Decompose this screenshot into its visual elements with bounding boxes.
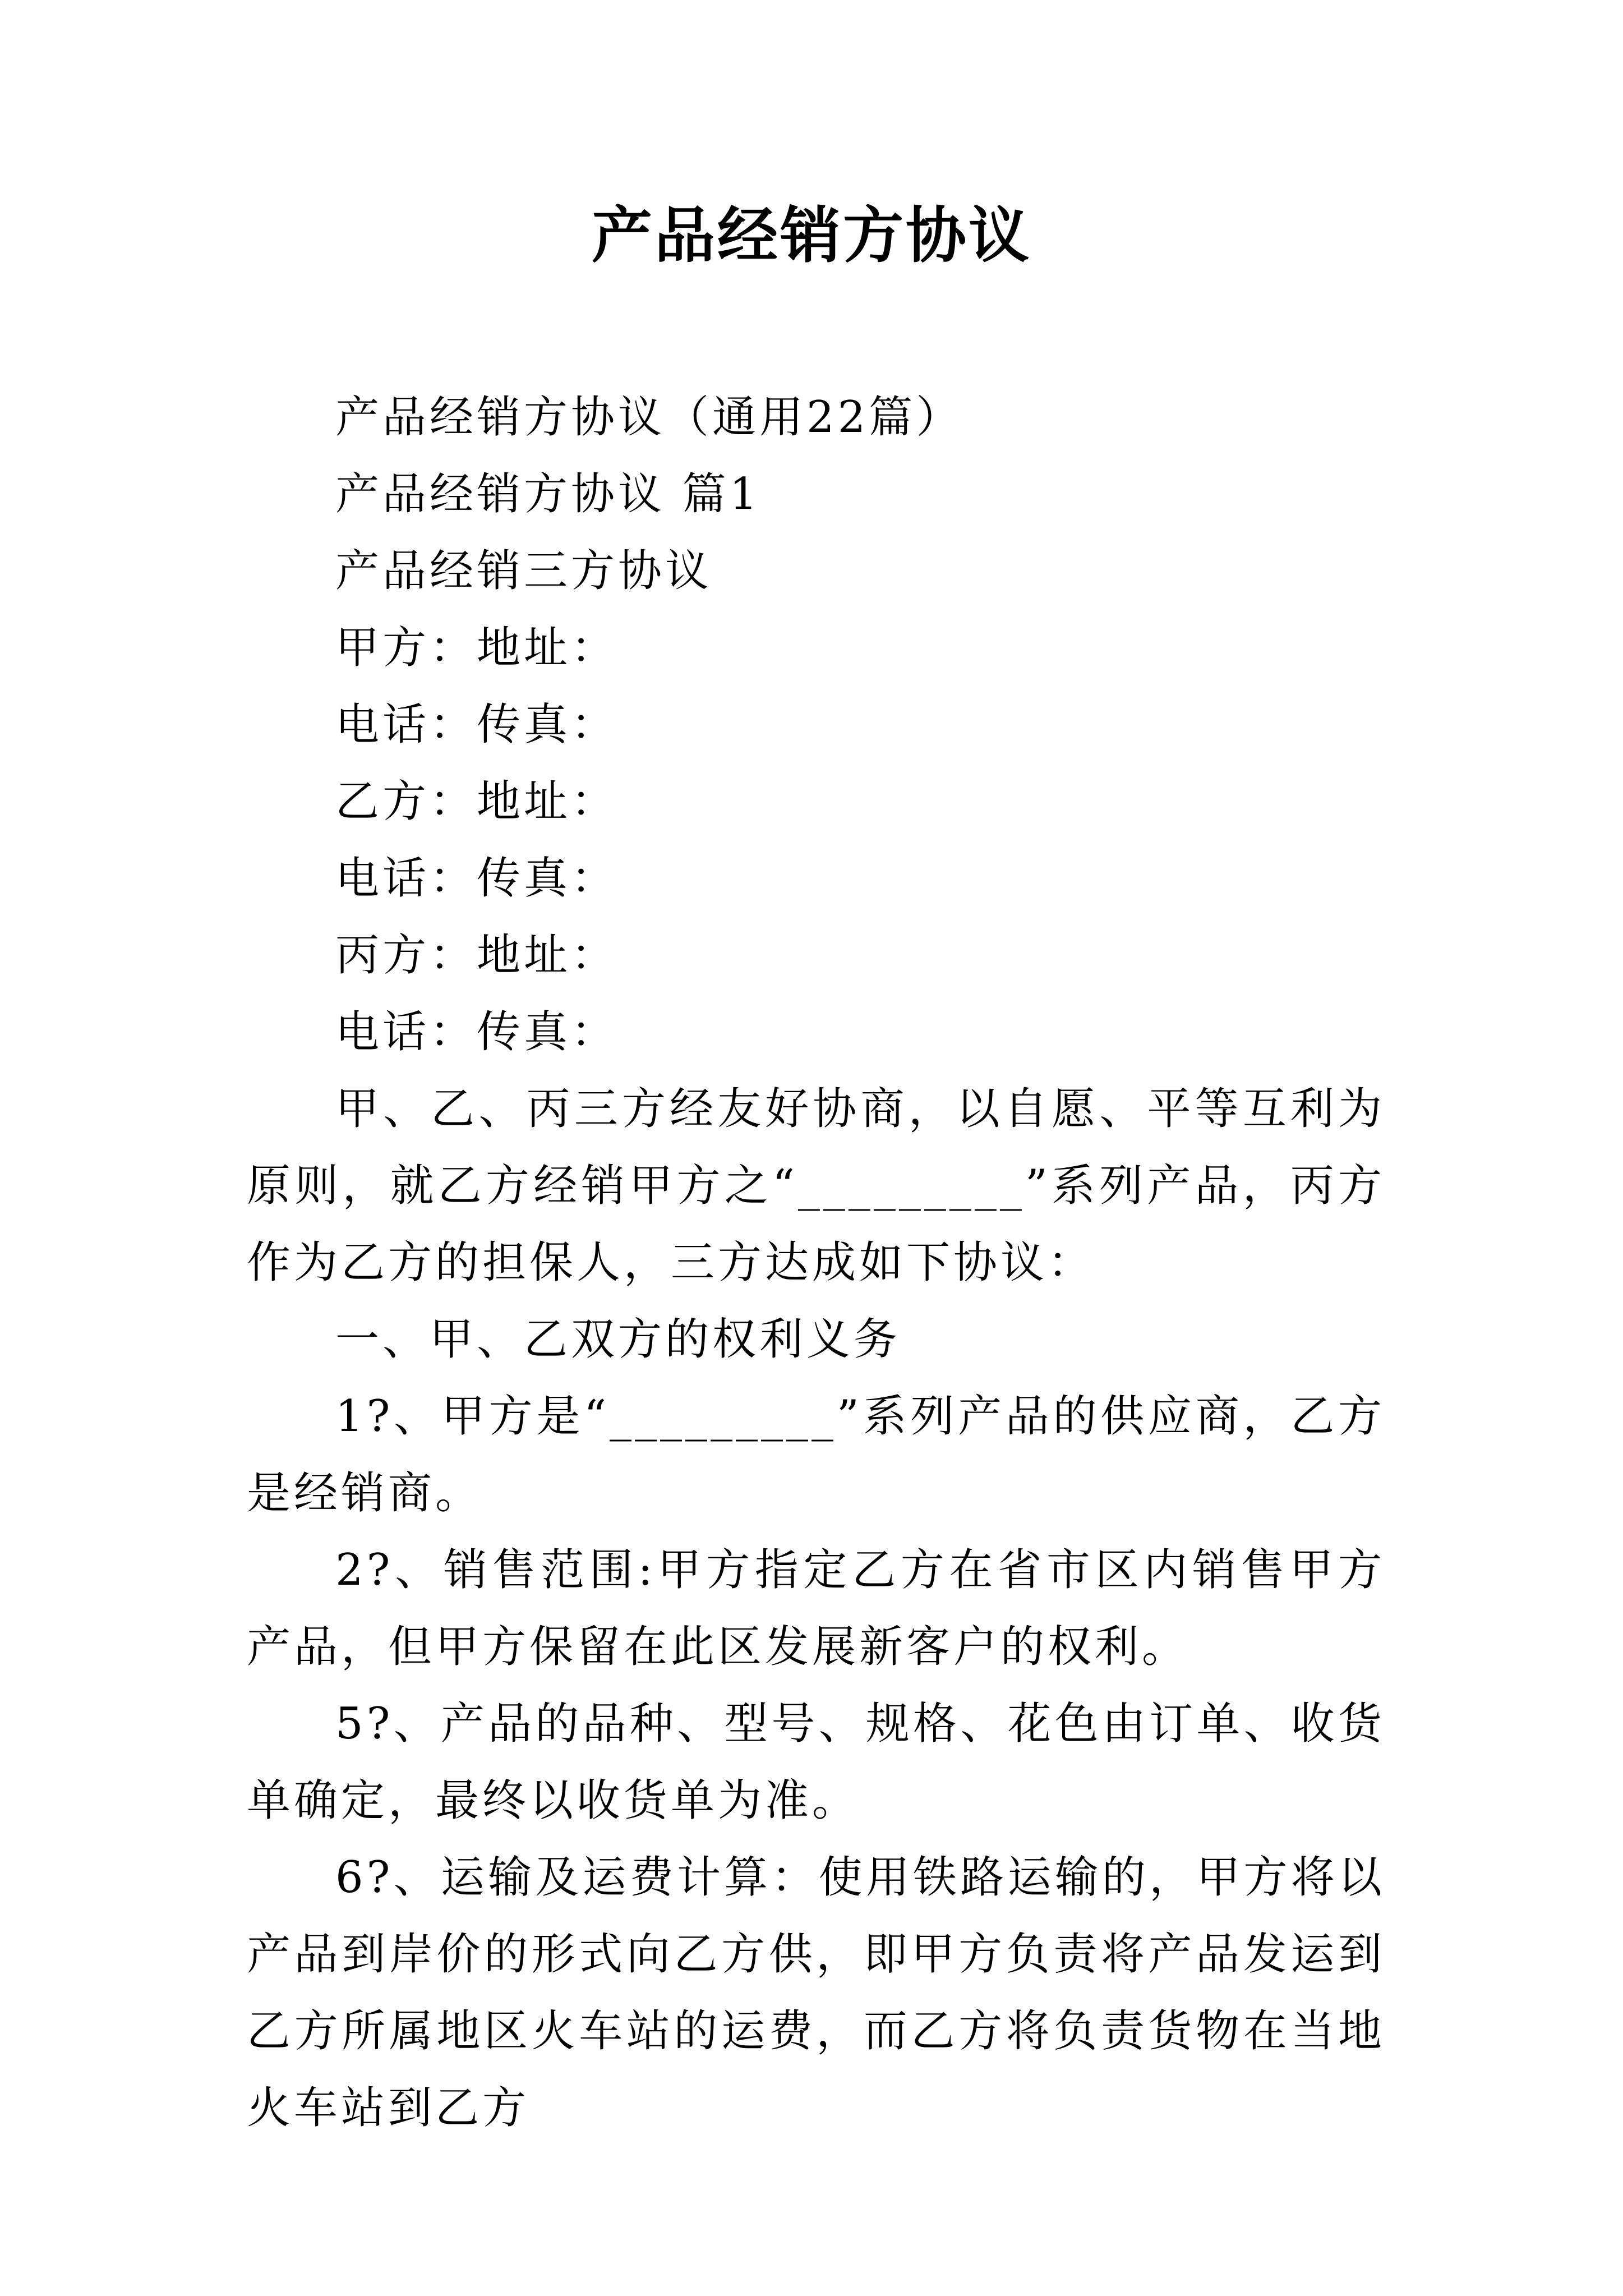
paragraph-agreement-name: 产品经销三方协议 <box>335 546 713 596</box>
paragraph-party-c-address: 丙方：地址： <box>335 930 619 981</box>
paragraph-party-a-address: 甲方：地址： <box>335 623 619 673</box>
paragraph-clause-1: 1?、甲方是“_________”系列产品的供应商，乙方是经销商。 <box>247 1391 1385 1519</box>
document-body <box>247 379 1385 2147</box>
paragraph-article-heading: 产品经销方协议 篇1 <box>335 469 761 519</box>
document-title: 产品经销方协议 <box>591 200 1031 271</box>
paragraph-clause-5: 5?、产品的品种、型号、规格、花色由订单、收货单确定，最终以收货单为准。 <box>247 1699 1385 1826</box>
paragraph-collection-title: 产品经销方协议（通用22篇） <box>335 392 963 443</box>
paragraph-section-heading: 一、甲、乙双方的权利义务 <box>335 1314 901 1365</box>
paragraph-party-c-phone: 电话：传真： <box>335 1007 619 1057</box>
paragraph-party-b-phone: 电话：传真： <box>335 853 619 904</box>
paragraph-clause-6: 6?、运输及运费计算：使用铁路运输的，甲方将以产品到岸价的形式向乙方供，即甲方负责将产品发运到乙方所属地区火车站的运费，而乙方将负责货物在当地火车站到乙方 <box>247 1852 1385 2133</box>
paragraph-party-b-address: 乙方：地址： <box>335 776 619 827</box>
paragraph-party-a-phone: 电话：传真： <box>335 700 619 750</box>
paragraph-clause-2: 2?、销售范围:甲方指定乙方在省市区内销售甲方产品，但甲方保留在此区发展新客户的权利。 <box>247 1545 1385 1672</box>
paragraph-preamble: 甲、乙、丙三方经友好协商，以自愿、平等互利为原则，就乙方经销甲方之“_________”系列产品，丙方作为乙方的担保人，三方达成如下协议： <box>247 1084 1385 1288</box>
